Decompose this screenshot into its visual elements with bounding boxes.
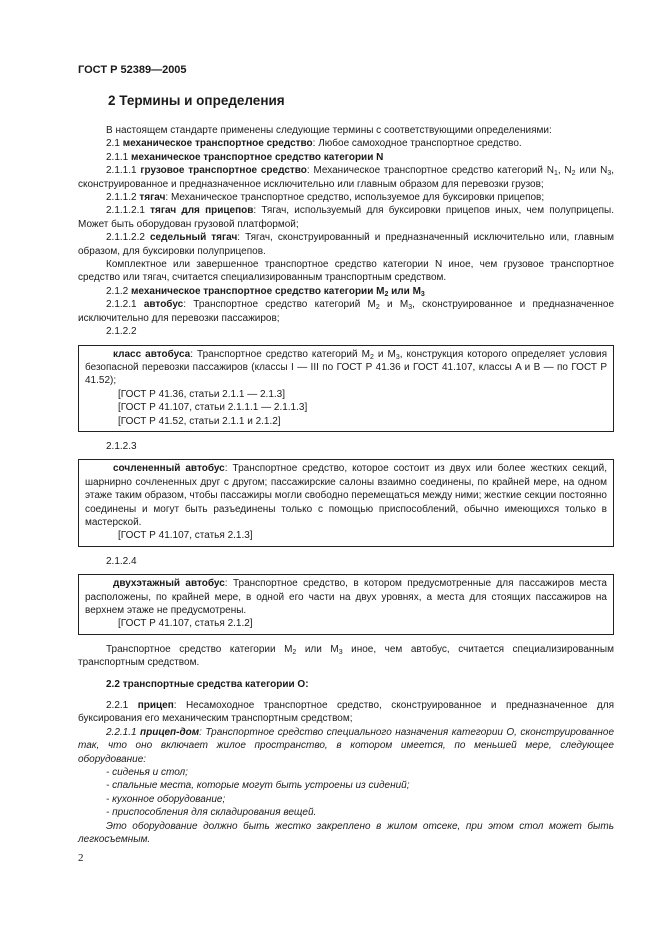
spacer xyxy=(78,547,614,555)
term-name: класс автобуса xyxy=(113,348,191,360)
term-name: тягач для прицепов xyxy=(150,205,254,217)
equipment-item: - приспособления для складирования вещей. xyxy=(106,807,317,819)
intro-paragraph: В настоящем стандарте применены следующие термины с соответствующими определениями: xyxy=(106,125,552,136)
boxed-definition xyxy=(85,462,607,529)
term-2-1-1-2-2 xyxy=(78,231,614,258)
term-number-2-1-2-2: 2.1.2.2 xyxy=(106,326,137,338)
term-name xyxy=(131,286,425,297)
term-name: автобус xyxy=(143,299,184,311)
page-number: 2 xyxy=(78,852,84,864)
equipment-item: - кухонное оборудование; xyxy=(106,793,226,805)
term-number: 2.1.1.2.2 xyxy=(106,232,145,244)
term-definition: , сконструированное и предназначенное исключительно или главным образом для перевозки грузов; xyxy=(78,165,614,190)
source-reference: [ГОСТ Р 41.107, статья 2.1.2] xyxy=(118,618,253,630)
closing-paragraph: Это оборудование должно быть жестко закреплено в жилом отсеке, при этом стол может быть легкосъемным. xyxy=(78,820,614,846)
subscript: 3 xyxy=(408,304,413,312)
term-number: 2.1.1.2.1 xyxy=(106,205,145,217)
term-definition: и M xyxy=(379,299,409,311)
note-text: иное, чем автобус, считается специализированным транспортным средством. xyxy=(78,643,614,669)
subscript: 2 xyxy=(375,304,380,312)
term-name: двухэтажный автобус xyxy=(113,578,225,590)
term-number: 2.1.1 xyxy=(106,151,129,163)
term-2-1-1 xyxy=(78,151,614,164)
term-number-2-1-2-4: 2.1.2.4 xyxy=(106,555,137,567)
term-definition: , конструкция которого определяет условия безопасной перевозки пассажиров (классы I — III по ГОСТ Р 41.36 и ГОСТ 41.107, классы A и B — по ГОСТ Р 41.52); xyxy=(85,348,608,387)
term-box-2-1-2-4 xyxy=(78,574,614,635)
term-definition: : Транспортное средство категорий M xyxy=(190,348,370,360)
spacer xyxy=(78,432,614,440)
subscript: 3 xyxy=(420,290,425,298)
equipment-item: - сиденья и стол; xyxy=(106,767,188,779)
term-number: 2.2.1.1 xyxy=(106,726,137,738)
subscript: 3 xyxy=(338,648,343,656)
term-name: седельный тягач xyxy=(149,232,238,244)
section-title: 2 Термины и определения xyxy=(108,93,285,108)
term-box-2-1-2-2 xyxy=(78,345,614,432)
term-definition: : Механическое транспортное средство, используемое для буксировки прицепов; xyxy=(165,192,545,204)
subscript: 2 xyxy=(571,170,576,178)
term-2-2-1-1 xyxy=(78,726,614,766)
term-name: прицеп xyxy=(137,700,174,712)
boxed-definition xyxy=(85,577,607,617)
term-definition: : Транспортное средство специального назначения категории О, сконструированное так, что оно включает жилое пространство, в котором имеется, по меньшей мере, следующее оборудование: xyxy=(78,726,615,765)
term-definition: : Транспортное средство, которое состоит из двух или более жестких секций, шарнирно сочлененных друг с другом; пассажирские салоны взаимно соединены, по крайней мере, на одном этаже таким образом, чтобы пассажиры могли свободно перемещаться между ними; жесткие секции постоянно соединены и могут быть разъединены только с помощью приспособлений, обычно имеющихся только в мастерской. xyxy=(85,463,608,528)
term-2-1 xyxy=(78,137,614,150)
term-definition: : Механическое транспортное средство категорий N xyxy=(306,165,554,177)
term-2-1-1-2-1 xyxy=(78,204,614,231)
boxed-definition xyxy=(85,348,607,388)
section-body xyxy=(78,124,614,847)
term-name: механическое транспортное средство категории N xyxy=(131,151,384,163)
term-definition: или N xyxy=(575,165,608,177)
term-2-1-1-2 xyxy=(78,191,614,204)
term-number: 2.1.1.1 xyxy=(106,165,137,177)
source-reference: [ГОСТ Р 41.107, статьи 2.1.1.1 — 2.1.1.3] xyxy=(118,402,308,414)
subscript: 2 xyxy=(369,353,374,361)
term-definition: , xyxy=(557,165,561,177)
subsection-number: 2.2 xyxy=(106,678,120,690)
term-name: тягач xyxy=(139,192,166,204)
term-box-2-1-2-3 xyxy=(78,459,614,546)
term-2-1-1-1 xyxy=(78,164,614,191)
subscript: 2 xyxy=(292,648,297,656)
subscript: 3 xyxy=(395,353,400,361)
note-text: или M xyxy=(296,643,339,655)
term-definition: и M xyxy=(373,348,396,360)
term-definition: : Тягач, сконструированный и предназначенный исключительно или, главным образом, для буксировки полуприцепов. xyxy=(78,232,614,257)
term-2-1-2 xyxy=(78,285,614,298)
equipment-item: - спальные места, которые могут быть устроены из сидений; xyxy=(106,780,410,792)
note-text: Транспортное средство категории M xyxy=(106,643,293,655)
term-2-1-2-1 xyxy=(78,298,614,325)
note-category-n: Комплектное или завершенное транспортное средство категории N иное, чем грузовое транспортное средство или тягач, считается специализированным транспортным средством. xyxy=(78,259,614,284)
term-name-part: или M xyxy=(388,285,421,297)
subscript: 2 xyxy=(384,290,389,298)
term-2-2-1 xyxy=(78,699,614,726)
term-definition: : Любое самоходное транспортное средство. xyxy=(312,138,522,150)
subscript: 3 xyxy=(607,170,612,178)
term-name: грузовое транспортное средство xyxy=(140,165,307,177)
term-number: 2.1.2 xyxy=(106,285,129,297)
term-number: 2.1.2.1 xyxy=(106,299,137,311)
subsection-2-2 xyxy=(78,678,614,691)
source-reference: [ГОСТ Р 41.36, статьи 2.1.1 — 2.1.3] xyxy=(118,388,285,400)
term-name-part: механическое транспортное средство категории M xyxy=(131,285,385,297)
source-reference: [ГОСТ Р 41.52, статьи 2.1.1 и 2.1.2] xyxy=(118,415,281,427)
term-definition: : Несамоходное транспортное средство, сконструированное и предназначенное для буксирования его механическим транспортным средством; xyxy=(78,700,614,725)
term-definition: : Тягач, используемый для буксировки прицепов иных, чем полуприцепы. Может быть оборудован грузовой платформой; xyxy=(78,205,614,230)
term-definition: : Транспортное средство, в котором предусмотренные для пассажиров места расположены, по крайней мере, в одной его части на двух уровнях, а места для стоящих пассажиров на верхнем этаже не предусмотрены. xyxy=(85,578,607,616)
note-category-m xyxy=(78,643,614,670)
spacer xyxy=(78,635,614,643)
term-number: 2.1.1.2 xyxy=(106,192,137,204)
term-name: прицеп-дом xyxy=(140,726,200,738)
term-definition: , сконструированное и предназначенное исключительно для перевозки пассажиров; xyxy=(78,299,615,324)
subscript: 1 xyxy=(553,170,558,178)
term-name: сочлененный автобус xyxy=(113,463,225,475)
term-number-2-1-2-3: 2.1.2.3 xyxy=(106,440,137,452)
term-definition: : Транспортное средство категорий M xyxy=(183,299,376,311)
subsection-title: транспортные средства категории О: xyxy=(122,678,309,690)
term-definition: N xyxy=(564,165,572,177)
source-reference: [ГОСТ Р 41.107, статья 2.1.3] xyxy=(118,530,253,542)
term-number: 2.1 xyxy=(106,138,120,150)
spacer xyxy=(78,670,614,678)
term-number: 2.2.1 xyxy=(106,700,129,712)
spacer xyxy=(78,691,614,699)
standard-header: ГОСТ Р 52389—2005 xyxy=(78,64,187,76)
term-name: механическое транспортное средство xyxy=(122,138,313,150)
